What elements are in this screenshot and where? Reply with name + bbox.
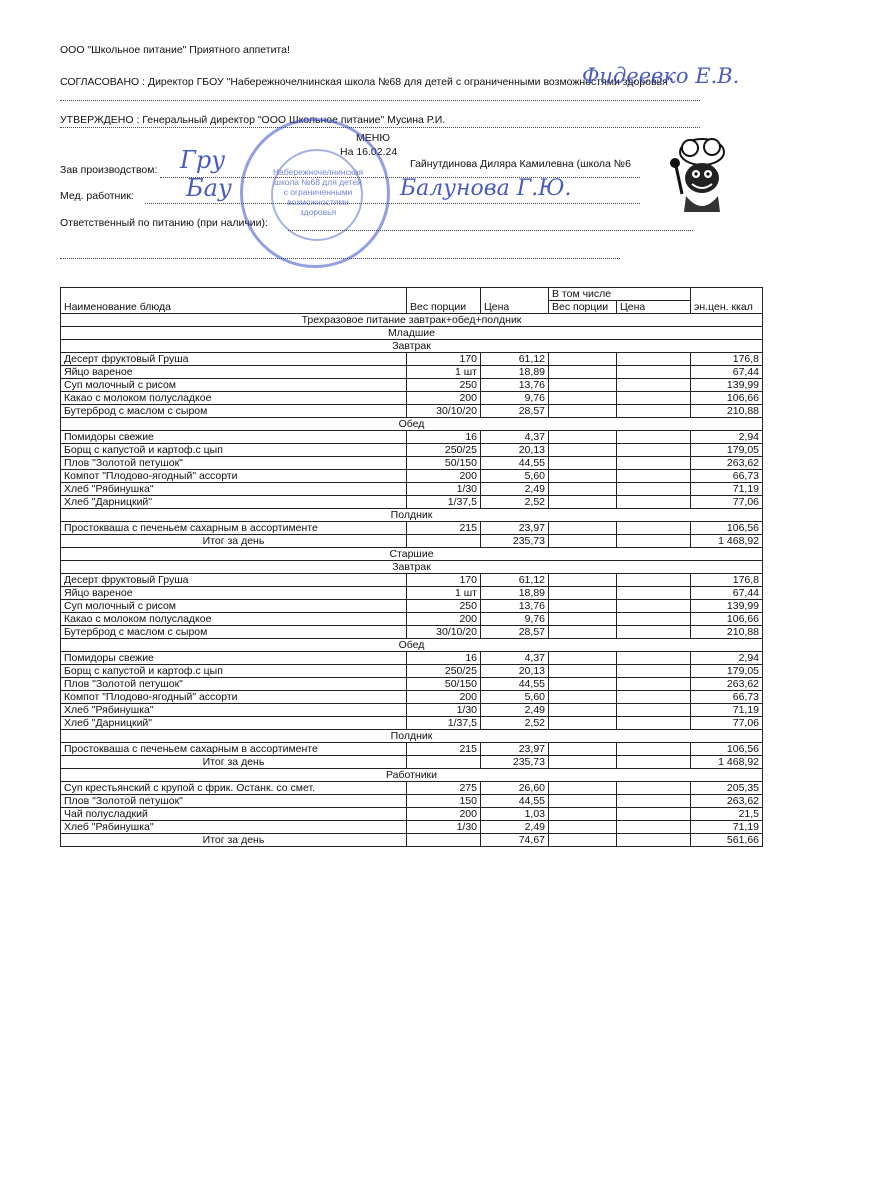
total-incl-price: [617, 535, 691, 548]
dish-energy: 179,05: [691, 665, 763, 678]
incl-price: [617, 522, 691, 535]
dish-weight: 1/30: [407, 483, 481, 496]
incl-price: [617, 600, 691, 613]
incl-price: [617, 652, 691, 665]
director-signature: Фидеевко Е.В.: [582, 64, 740, 88]
dish-energy: 106,56: [691, 522, 763, 535]
dish-name: Чай полусладкий: [61, 808, 407, 821]
dish-name: Плов "Золотой петушок": [61, 795, 407, 808]
dish-name: Десерт фруктовый Груша: [61, 574, 407, 587]
incl-weight: [549, 665, 617, 678]
agreed-text: СОГЛАСОВАНО : Директор ГБОУ "Набережночелнинская школа №68 для детей с ограниченными возможностями здоровья": [60, 76, 672, 88]
dish-energy: 66,73: [691, 470, 763, 483]
dish-energy: 67,44: [691, 587, 763, 600]
dish-energy: 176,8: [691, 574, 763, 587]
incl-price: [617, 691, 691, 704]
menu-table-body: [61, 288, 763, 847]
junior-breakfast-section: [61, 340, 763, 353]
incl-weight: [549, 379, 617, 392]
dish-energy: 106,56: [691, 743, 763, 756]
dish-name: Хлеб "Рябинушка": [61, 704, 407, 717]
dish-price: 18,89: [481, 587, 549, 600]
table-row: [61, 808, 763, 821]
total-price: 235,73: [481, 756, 549, 769]
menu-title: МЕНЮ: [356, 132, 390, 144]
medic-underline: [145, 203, 640, 204]
incl-price: [617, 743, 691, 756]
dish-weight: 170: [407, 574, 481, 587]
dish-name: Суп молочный с рисом: [61, 600, 407, 613]
plan-row-label: Трехразовое питание завтрак+обед+полдник: [61, 314, 763, 327]
dish-energy: 176,8: [691, 353, 763, 366]
dish-name: Хлеб "Рябинушка": [61, 483, 407, 496]
junior-snack-section: [61, 509, 763, 522]
approved-underline: [60, 127, 700, 128]
header-including: В том числе: [549, 288, 691, 301]
incl-weight: [549, 795, 617, 808]
medic-signature: Бау: [186, 174, 232, 202]
dish-price: 5,60: [481, 691, 549, 704]
table-row: [61, 795, 763, 808]
incl-price: [617, 431, 691, 444]
incl-weight: [549, 587, 617, 600]
dish-weight: 30/10/20: [407, 405, 481, 418]
header-incl-weight: Вес порции: [549, 301, 617, 314]
dish-name: Помидоры свежие: [61, 431, 407, 444]
table-row: [61, 821, 763, 834]
dish-energy: 71,19: [691, 821, 763, 834]
dish-name: Яйцо вареное: [61, 587, 407, 600]
total-energy: 1 468,92: [691, 535, 763, 548]
total-incl-weight: [549, 756, 617, 769]
dish-weight: 1/37,5: [407, 496, 481, 509]
incl-price: [617, 353, 691, 366]
dish-price: 23,97: [481, 743, 549, 756]
incl-price: [617, 613, 691, 626]
dish-energy: 67,44: [691, 366, 763, 379]
incl-price: [617, 587, 691, 600]
approved-line: УТВЕРЖДЕНО : Генеральный директор "ООО Школьное питание" Мусина Р.И.: [60, 114, 446, 126]
incl-price: [617, 574, 691, 587]
dish-weight: 275: [407, 782, 481, 795]
dish-weight: 250/25: [407, 444, 481, 457]
dish-energy: 210,88: [691, 626, 763, 639]
dish-price: 1,03: [481, 808, 549, 821]
dish-name: Хлеб "Дарницкий": [61, 717, 407, 730]
total-label: Итог за день: [61, 834, 407, 847]
total-label: Итог за день: [61, 535, 407, 548]
dish-weight: 250: [407, 379, 481, 392]
table-row: [61, 483, 763, 496]
incl-price: [617, 444, 691, 457]
table-row: [61, 626, 763, 639]
incl-weight: [549, 366, 617, 379]
workers-section-label: Работники: [61, 769, 763, 782]
dish-weight: 250/25: [407, 665, 481, 678]
dish-energy: 77,06: [691, 717, 763, 730]
incl-weight: [549, 353, 617, 366]
table-row: [61, 470, 763, 483]
total-incl-price: [617, 834, 691, 847]
incl-price: [617, 821, 691, 834]
dish-name: Плов "Золотой петушок": [61, 678, 407, 691]
incl-price: [617, 808, 691, 821]
table-row: [61, 704, 763, 717]
table-row: [61, 431, 763, 444]
incl-price: [617, 470, 691, 483]
dish-energy: 263,62: [691, 457, 763, 470]
senior-lunch-section-label: Обед: [61, 639, 763, 652]
table-row: [61, 496, 763, 509]
incl-weight: [549, 704, 617, 717]
incl-price: [617, 626, 691, 639]
dish-price: 23,97: [481, 522, 549, 535]
menu-table: [60, 287, 763, 847]
dish-name: Бутерброд с маслом с сыром: [61, 405, 407, 418]
table-row: [61, 457, 763, 470]
dish-weight: 200: [407, 613, 481, 626]
incl-weight: [549, 431, 617, 444]
incl-price: [617, 678, 691, 691]
medic-name-signature: Балунова Г.Ю.: [400, 176, 572, 201]
total-label: Итог за день: [61, 756, 407, 769]
incl-weight: [549, 444, 617, 457]
total-weight: [407, 535, 481, 548]
junior-lunch-section-label: Обед: [61, 418, 763, 431]
incl-price: [617, 665, 691, 678]
responsible-label: Ответственный по питанию (при наличии):: [60, 217, 268, 229]
header-weight: Вес порции: [407, 288, 481, 314]
incl-price: [617, 717, 691, 730]
incl-weight: [549, 405, 617, 418]
dish-price: 9,76: [481, 392, 549, 405]
table-row: [61, 678, 763, 691]
incl-price: [617, 704, 691, 717]
incl-price: [617, 366, 691, 379]
incl-weight: [549, 717, 617, 730]
dish-weight: 1/37,5: [407, 717, 481, 730]
dish-weight: 170: [407, 353, 481, 366]
dish-weight: 50/150: [407, 457, 481, 470]
junior-section: [61, 327, 763, 340]
total-incl-weight: [549, 535, 617, 548]
header-energy: эн.цен. ккал: [691, 288, 763, 314]
dish-name: Компот "Плодово-ягодный" ассорти: [61, 470, 407, 483]
table-row: [61, 652, 763, 665]
dish-price: 28,57: [481, 626, 549, 639]
table-row: [61, 691, 763, 704]
incl-weight: [549, 457, 617, 470]
dish-energy: 106,66: [691, 613, 763, 626]
chef-icon: [668, 136, 736, 216]
table-row: [61, 717, 763, 730]
table-row: [61, 522, 763, 535]
dish-energy: 66,73: [691, 691, 763, 704]
dish-price: 2,49: [481, 704, 549, 717]
dish-weight: 1/30: [407, 821, 481, 834]
dish-name: Хлеб "Рябинушка": [61, 821, 407, 834]
senior-lunch-section: [61, 639, 763, 652]
dish-energy: 21,5: [691, 808, 763, 821]
incl-price: [617, 457, 691, 470]
dish-price: 26,60: [481, 782, 549, 795]
incl-price: [617, 795, 691, 808]
dish-name: Хлеб "Дарницкий": [61, 496, 407, 509]
total-weight: [407, 756, 481, 769]
incl-weight: [549, 574, 617, 587]
dish-energy: 205,35: [691, 782, 763, 795]
incl-weight: [549, 821, 617, 834]
dish-price: 9,76: [481, 613, 549, 626]
dish-price: 2,52: [481, 496, 549, 509]
menu-date: На 16.02.24: [340, 146, 398, 158]
header-incl-price: Цена: [617, 301, 691, 314]
incl-weight: [549, 522, 617, 535]
table-row: [61, 379, 763, 392]
senior-section: [61, 548, 763, 561]
incl-weight: [549, 782, 617, 795]
dish-energy: 71,19: [691, 704, 763, 717]
dish-name: Бутерброд с маслом с сыром: [61, 626, 407, 639]
dish-price: 20,13: [481, 665, 549, 678]
table-row: [61, 782, 763, 795]
dish-weight: 30/10/20: [407, 626, 481, 639]
dish-price: 13,76: [481, 379, 549, 392]
dish-price: 5,60: [481, 470, 549, 483]
production-signature: Гру: [180, 146, 226, 174]
incl-price: [617, 782, 691, 795]
school-stamp: [240, 118, 390, 268]
production-name: Гайнутдинова Диляра Камилевна (школа №6: [410, 158, 631, 170]
dish-weight: 200: [407, 392, 481, 405]
dish-price: 61,12: [481, 353, 549, 366]
dish-price: 28,57: [481, 405, 549, 418]
total-incl-price: [617, 756, 691, 769]
company-line: ООО "Школьное питание" Приятного аппетита!: [60, 44, 290, 56]
incl-weight: [549, 470, 617, 483]
incl-weight: [549, 483, 617, 496]
table-row: [61, 366, 763, 379]
agreed-underline: [60, 100, 700, 101]
dish-price: 44,55: [481, 678, 549, 691]
dish-weight: 215: [407, 743, 481, 756]
dish-price: 4,37: [481, 652, 549, 665]
incl-weight: [549, 652, 617, 665]
dish-price: 44,55: [481, 457, 549, 470]
dish-name: Суп молочный с рисом: [61, 379, 407, 392]
table-header-row-1: [61, 288, 763, 301]
dish-energy: 139,99: [691, 379, 763, 392]
dish-energy: 210,88: [691, 405, 763, 418]
dish-energy: 2,94: [691, 431, 763, 444]
table-row: [61, 743, 763, 756]
incl-weight: [549, 392, 617, 405]
junior-lunch-section: [61, 418, 763, 431]
dish-price: 44,55: [481, 795, 549, 808]
dish-energy: 263,62: [691, 795, 763, 808]
total-energy: 1 468,92: [691, 756, 763, 769]
senior-breakfast-section: [61, 561, 763, 574]
dish-name: Простокваша с печеньем сахарным в ассортименте: [61, 522, 407, 535]
incl-weight: [549, 496, 617, 509]
incl-price: [617, 483, 691, 496]
table-row: [61, 613, 763, 626]
dish-name: Какао с молоком полусладкое: [61, 613, 407, 626]
dish-weight: 250: [407, 600, 481, 613]
dish-price: 2,52: [481, 717, 549, 730]
incl-weight: [549, 691, 617, 704]
senior-snack-section-label: Полдник: [61, 730, 763, 743]
dish-price: 2,49: [481, 483, 549, 496]
dish-weight: 1/30: [407, 704, 481, 717]
dish-weight: 1 шт: [407, 366, 481, 379]
plan-row: [61, 314, 763, 327]
workers-section: [61, 769, 763, 782]
junior-section-label: Младшие: [61, 327, 763, 340]
senior-snack-section: [61, 730, 763, 743]
dish-name: Помидоры свежие: [61, 652, 407, 665]
table-row: [61, 405, 763, 418]
dish-weight: 215: [407, 522, 481, 535]
table-row: [61, 392, 763, 405]
dish-energy: 106,66: [691, 392, 763, 405]
total-row: [61, 756, 763, 769]
dish-weight: 150: [407, 795, 481, 808]
dish-name: Десерт фруктовый Груша: [61, 353, 407, 366]
dish-weight: 50/150: [407, 678, 481, 691]
table-row: [61, 665, 763, 678]
junior-snack-section-label: Полдник: [61, 509, 763, 522]
dish-name: Плов "Золотой петушок": [61, 457, 407, 470]
incl-weight: [549, 600, 617, 613]
dish-price: 2,49: [481, 821, 549, 834]
dish-name: Яйцо вареное: [61, 366, 407, 379]
total-row: [61, 535, 763, 548]
dish-name: Простокваша с печеньем сахарным в ассортименте: [61, 743, 407, 756]
incl-weight: [549, 808, 617, 821]
incl-weight: [549, 626, 617, 639]
dish-weight: 16: [407, 431, 481, 444]
dish-energy: 71,19: [691, 483, 763, 496]
incl-price: [617, 379, 691, 392]
incl-price: [617, 405, 691, 418]
total-incl-weight: [549, 834, 617, 847]
dish-price: 18,89: [481, 366, 549, 379]
dish-name: Суп крестьянский с крупой с фрик. Останк. со смет.: [61, 782, 407, 795]
senior-section-label: Старшие: [61, 548, 763, 561]
dish-price: 13,76: [481, 600, 549, 613]
total-weight: [407, 834, 481, 847]
dish-weight: 200: [407, 808, 481, 821]
table-row: [61, 353, 763, 366]
dish-price: 20,13: [481, 444, 549, 457]
dish-weight: 1 шт: [407, 587, 481, 600]
header-name: Наименование блюда: [61, 288, 407, 314]
table-row: [61, 444, 763, 457]
incl-weight: [549, 678, 617, 691]
incl-weight: [549, 613, 617, 626]
production-label: Зав производством:: [60, 164, 158, 176]
dish-energy: 77,06: [691, 496, 763, 509]
dish-weight: 200: [407, 470, 481, 483]
junior-breakfast-section-label: Завтрак: [61, 340, 763, 353]
header-price: Цена: [481, 288, 549, 314]
total-row: [61, 834, 763, 847]
incl-price: [617, 496, 691, 509]
incl-weight: [549, 743, 617, 756]
senior-breakfast-section-label: Завтрак: [61, 561, 763, 574]
table-row: [61, 587, 763, 600]
table-row: [61, 574, 763, 587]
dish-name: Борщ с капустой и картоф.с цып: [61, 665, 407, 678]
total-energy: 561,66: [691, 834, 763, 847]
dish-energy: 2,94: [691, 652, 763, 665]
total-price: 74,67: [481, 834, 549, 847]
incl-price: [617, 392, 691, 405]
dish-name: Компот "Плодово-ягодный" ассорти: [61, 691, 407, 704]
dish-energy: 139,99: [691, 600, 763, 613]
stamp-text: Набережночелнинская школа №68 для детей с ограниченными возможностями здоровья: [273, 167, 364, 217]
dish-energy: 179,05: [691, 444, 763, 457]
medic-label: Мед. работник:: [60, 190, 134, 202]
dish-weight: 200: [407, 691, 481, 704]
dish-weight: 16: [407, 652, 481, 665]
dish-price: 61,12: [481, 574, 549, 587]
total-price: 235,73: [481, 535, 549, 548]
dish-name: Какао с молоком полусладкое: [61, 392, 407, 405]
table-row: [61, 600, 763, 613]
dish-energy: 263,62: [691, 678, 763, 691]
dish-name: Борщ с капустой и картоф.с цып: [61, 444, 407, 457]
dish-price: 4,37: [481, 431, 549, 444]
